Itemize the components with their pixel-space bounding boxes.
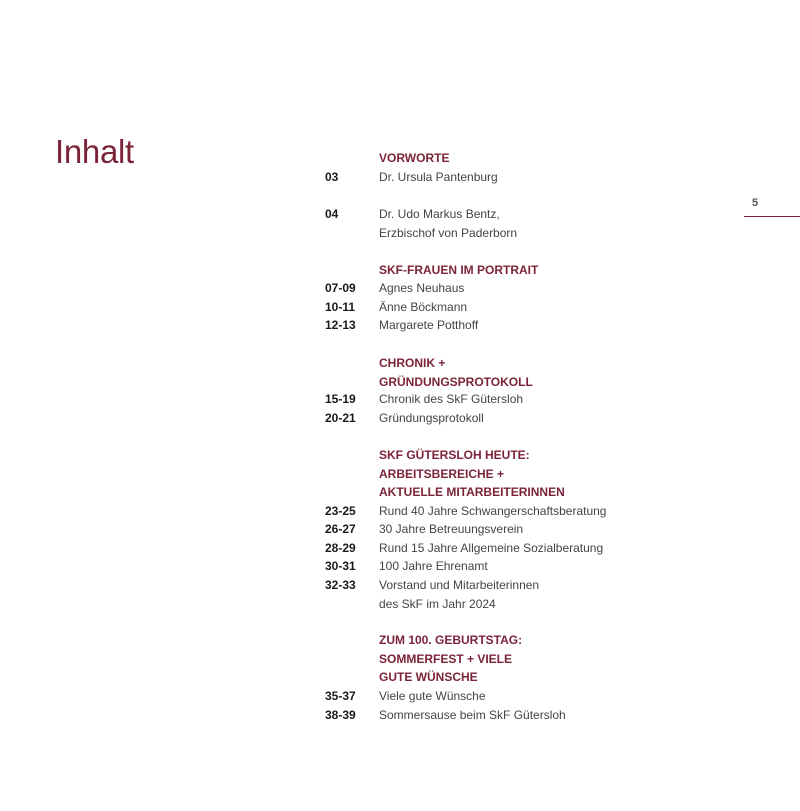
entry-title: 100 Jahre Ehrenamt <box>379 559 488 573</box>
section-heading-portrait <box>379 261 538 280</box>
section-heading-line: GUTE WÜNSCHE <box>379 670 478 684</box>
section-heading-line: ZUM 100. GEBURTSTAG: <box>379 633 523 647</box>
toc-entry[interactable] <box>0 409 800 428</box>
toc-entry[interactable] <box>0 557 800 576</box>
section-heading-line: VORWORTE <box>379 151 450 165</box>
entry-pages: 32-33 <box>325 578 356 592</box>
entry-pages: 26-27 <box>325 522 356 536</box>
entry-title: Dr. Ursula Pantenburg <box>379 170 498 184</box>
toc-entry[interactable] <box>0 279 800 298</box>
entry-title: Viele gute Wünsche <box>379 689 486 703</box>
entry-title-continued: des SkF im Jahr 2024 <box>379 596 496 611</box>
entry-title: 30 Jahre Betreuungsverein <box>379 522 524 536</box>
section-heading-line: SKF-FRAUEN IM PORTRAIT <box>379 263 539 277</box>
entry-pages: 30-31 <box>325 559 356 573</box>
section-heading-heute <box>379 446 565 502</box>
section-heading-line: GRÜNDUNGSPROTOKOLL <box>379 374 533 389</box>
entry-pages: 35-37 <box>325 689 356 703</box>
entry-title-continued: Erzbischof von Paderborn <box>379 225 518 240</box>
section-heading-line: SKF GÜTERSLOH HEUTE: <box>379 448 530 462</box>
entry-pages: 23-25 <box>325 504 356 518</box>
entry-title: Gründungsprotokoll <box>379 411 484 425</box>
entry-title: Chronik des SkF Gütersloh <box>379 392 524 406</box>
entry-title: Margarete Potthoff <box>379 318 479 332</box>
entry-title: Änne Böckmann <box>379 300 468 314</box>
toc-entry[interactable] <box>0 539 800 558</box>
entry-title: Rund 40 Jahre Schwangerschaftsberatung <box>379 504 607 518</box>
entry-pages: 12-13 <box>325 318 356 332</box>
toc-entry[interactable] <box>0 576 800 611</box>
entry-title: Agnes Neuhaus <box>379 281 465 295</box>
entry-pages: 20-21 <box>325 411 356 425</box>
page-title: Inhalt <box>55 133 134 170</box>
entry-title: Sommersause beim SkF Gütersloh <box>379 708 566 722</box>
section-heading-line: CHRONIK + <box>379 356 446 370</box>
toc-entry[interactable] <box>0 520 800 539</box>
toc-entry[interactable] <box>0 298 800 317</box>
toc-entry[interactable] <box>0 205 800 240</box>
toc-entry[interactable] <box>0 316 800 335</box>
section-heading-line: ARBEITSBEREICHE + <box>379 466 505 481</box>
toc-entry[interactable] <box>0 502 800 521</box>
toc-entry[interactable] <box>0 706 800 725</box>
entry-title: Rund 15 Jahre Allgemeine Sozialberatung <box>379 541 604 555</box>
toc-entry[interactable] <box>0 687 800 706</box>
page-number: 5 <box>752 197 759 209</box>
toc-entry[interactable] <box>0 390 800 409</box>
entry-pages: 07-09 <box>325 281 356 295</box>
section-heading-vorworte <box>379 149 449 168</box>
entry-pages: 03 <box>325 170 339 184</box>
section-heading-line: AKTUELLE MITARBEITERINNEN <box>379 485 565 499</box>
toc-entry[interactable] <box>0 168 800 187</box>
entry-pages: 15-19 <box>325 392 356 406</box>
section-heading-geburtstag <box>379 631 522 687</box>
section-heading-line: SOMMERFEST + VIELE <box>379 651 513 666</box>
section-heading-chronik <box>379 354 533 391</box>
entry-pages: 10-11 <box>325 300 356 314</box>
entry-pages: 04 <box>325 207 339 221</box>
entry-title: Vorstand und Mitarbeiterinnen <box>379 578 540 592</box>
entry-pages: 38-39 <box>325 708 356 722</box>
entry-title: Dr. Udo Markus Bentz, <box>379 207 500 221</box>
entry-pages: 28-29 <box>325 541 356 555</box>
